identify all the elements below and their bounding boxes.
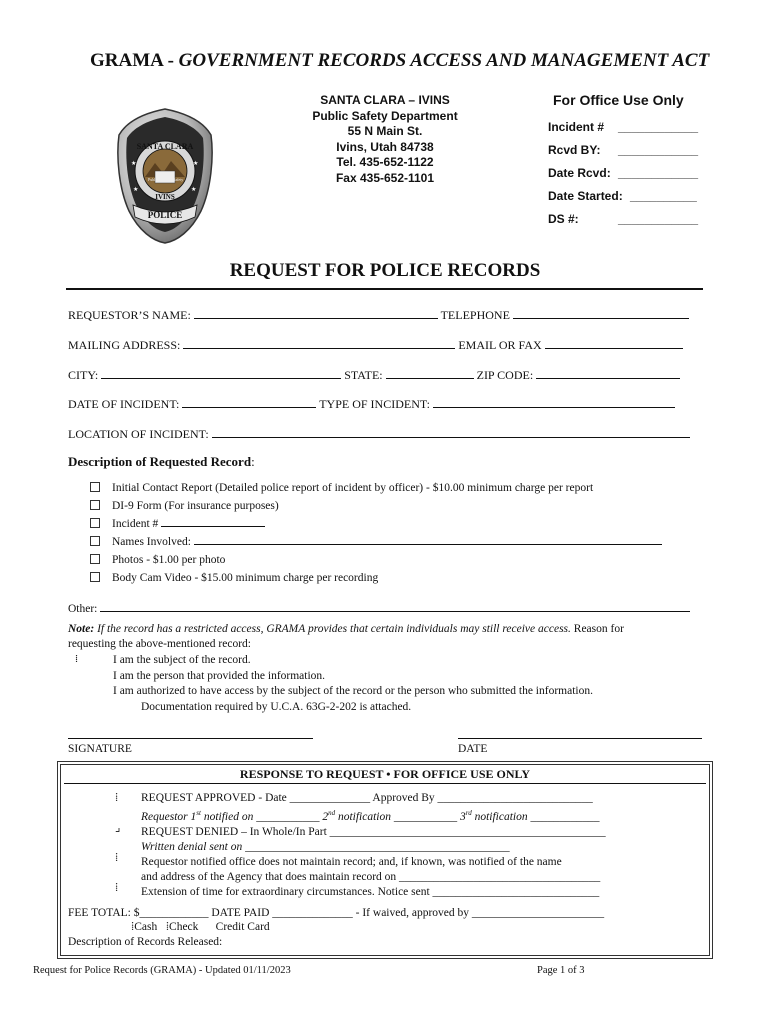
office-field-date-started[interactable]: Date Started: __________ bbox=[548, 189, 697, 203]
badge-icon bbox=[115, 107, 215, 245]
footer-left: Request for Police Records (GRAMA) - Updated 01/11/2023 bbox=[33, 965, 291, 976]
incident-number-field[interactable] bbox=[161, 516, 265, 527]
badge-bottom-text: IVINS bbox=[155, 193, 175, 201]
mailing-address-field[interactable] bbox=[183, 338, 455, 349]
office-use-title: For Office Use Only bbox=[553, 92, 684, 108]
agency-name: SANTA CLARA – IVINS bbox=[320, 93, 450, 107]
pay-check-option[interactable]: ⁞Check bbox=[165, 921, 199, 933]
no-record-row-1[interactable]: Requestor notified office does not maintain record; and, if known, was notified of the name bbox=[141, 855, 562, 868]
other-field[interactable] bbox=[100, 601, 690, 612]
signature-label: SIGNATURE bbox=[68, 743, 132, 755]
badge-top-text: SANTA CLARA bbox=[136, 142, 194, 151]
checkbox[interactable] bbox=[90, 500, 100, 510]
checkbox[interactable] bbox=[90, 536, 100, 546]
extension-row[interactable]: Extension of time for extraordinary circumstances. Notice sent _____________________________ bbox=[141, 885, 600, 898]
date-label: DATE bbox=[458, 743, 488, 755]
signature-line[interactable] bbox=[68, 738, 313, 739]
response-title-rule bbox=[64, 783, 706, 784]
note-line-2: requesting the above-mentioned record: bbox=[68, 638, 251, 650]
response-markers bbox=[115, 791, 120, 896]
names-involved-field[interactable] bbox=[194, 534, 662, 545]
agency-dept: Public Safety Department bbox=[312, 108, 458, 123]
checkbox[interactable] bbox=[90, 572, 100, 582]
note-line-1: Note: If the record has a restricted access, GRAMA provides that certain individuals may still receive access. Reason for bbox=[68, 623, 624, 635]
marker-extension-icon: ⁞ bbox=[115, 882, 119, 894]
star-icon: ★ bbox=[131, 161, 137, 167]
description-heading: Description of Requested Record: bbox=[68, 454, 255, 469]
agency-fax: Fax 435-652-1101 bbox=[335, 170, 435, 185]
pay-cash-option[interactable]: ⁞Cash bbox=[131, 921, 158, 933]
location-row: LOCATION OF INCIDENT: bbox=[68, 427, 690, 442]
reason-subject[interactable]: I am the subject of the record. bbox=[113, 654, 251, 666]
response-title: RESPONSE TO REQUEST • FOR OFFICE USE ONLY bbox=[239, 767, 531, 781]
option-di9[interactable]: DI-9 Form (For insurance purposes) bbox=[90, 497, 662, 515]
option-photos[interactable]: Photos - $1.00 per photo bbox=[90, 551, 662, 569]
denied-row[interactable]: REQUEST DENIED – In Whole/In Part ________________________________________________ bbox=[141, 825, 606, 838]
email-fax-field[interactable] bbox=[545, 338, 683, 349]
mailing-row: MAILING ADDRESS: EMAIL OR FAX bbox=[68, 338, 683, 353]
title-main: GOVERNMENT RECORDS ACCESS AND MANAGEMENT ACT bbox=[178, 50, 710, 71]
office-use-fields bbox=[548, 116, 698, 231]
badge-left-word: Public bbox=[148, 177, 159, 182]
reason-provider[interactable]: I am the person that provided the information. bbox=[113, 669, 326, 682]
agency-city: Ivins, Utah 84738 bbox=[336, 139, 434, 154]
location-field[interactable] bbox=[212, 427, 690, 438]
zip-field[interactable] bbox=[536, 368, 680, 379]
approved-row[interactable]: REQUEST APPROVED - Date ______________ Approved By ___________________________ bbox=[141, 792, 593, 804]
page-title bbox=[90, 50, 709, 72]
option-names-involved[interactable]: Names Involved: bbox=[90, 533, 662, 551]
office-field-date-rcvd[interactable]: Date Rcvd: ____________ bbox=[548, 166, 699, 180]
badge-right-word: Safety bbox=[173, 177, 184, 182]
option-incident-number[interactable]: Incident # bbox=[90, 515, 662, 533]
option-body-cam[interactable]: Body Cam Video - $15.00 minimum charge per recording bbox=[90, 569, 662, 587]
notified-row: Requestor 1st notified on ___________ 2nd notification ___________ 3rd notification ____________ bbox=[141, 809, 600, 823]
city-row: CITY: STATE: ZIP CODE: bbox=[68, 368, 680, 383]
reason-list bbox=[113, 653, 593, 715]
office-field-rcvd-by[interactable]: Rcvd BY: ____________ bbox=[548, 143, 699, 157]
requestor-row: REQUESTOR’S NAME: TELEPHONE bbox=[68, 308, 689, 323]
footer-page-number: Page 1 of 3 bbox=[537, 965, 585, 976]
response-items bbox=[141, 791, 606, 900]
marker-no-record-icon: ⁞ bbox=[115, 852, 119, 864]
city-field[interactable] bbox=[101, 368, 341, 379]
agency-address bbox=[290, 93, 480, 186]
fee-total-row[interactable]: FEE TOTAL: $____________ DATE PAID ______________ - If waived, approved by _______________________ bbox=[68, 907, 605, 919]
payment-method-row bbox=[131, 921, 270, 933]
state-field[interactable] bbox=[386, 368, 474, 379]
pay-credit-option[interactable]: Credit Card bbox=[215, 921, 270, 933]
marker-denied-icon: ⌟ bbox=[115, 822, 121, 834]
title-rule bbox=[66, 288, 703, 290]
star-icon: ★ bbox=[133, 187, 139, 193]
agency-tel: Tel. 435-652-1122 bbox=[336, 155, 434, 169]
date-line[interactable] bbox=[458, 738, 702, 739]
star-icon: ★ bbox=[191, 187, 197, 193]
requestor-name-field[interactable] bbox=[194, 308, 438, 319]
other-row: Other: bbox=[68, 601, 690, 615]
record-options bbox=[90, 479, 662, 587]
badge-ribbon-text: POLICE bbox=[147, 210, 183, 220]
reason-authorized[interactable]: I am authorized to have access by the subject of the record or the person who submitted the information. bbox=[113, 685, 593, 697]
form-title: REQUEST FOR POLICE RECORDS bbox=[229, 260, 541, 281]
telephone-field[interactable] bbox=[513, 308, 689, 319]
checkbox[interactable] bbox=[90, 554, 100, 564]
office-field-ds[interactable]: DS #: ____________ bbox=[548, 212, 699, 226]
date-of-incident-field[interactable] bbox=[182, 397, 316, 408]
incident-row: DATE OF INCIDENT: TYPE OF INCIDENT: bbox=[68, 397, 675, 412]
no-record-row-2: and address of the Agency that does maintain record on ___________________________________ bbox=[141, 870, 601, 883]
written-denial-row: Written denial sent on ______________________________________________ bbox=[141, 840, 510, 853]
title-prefix: GRAMA - bbox=[90, 50, 179, 71]
checkbox[interactable] bbox=[90, 518, 100, 528]
agency-street: 55 N Main St. bbox=[347, 124, 423, 138]
marker-approved-icon: ⁞ bbox=[115, 792, 119, 804]
records-released-row[interactable]: Description of Records Released: bbox=[68, 936, 223, 948]
checkbox[interactable] bbox=[90, 482, 100, 492]
type-of-incident-field[interactable] bbox=[433, 397, 675, 408]
police-badge-logo bbox=[115, 107, 215, 245]
reason-marker-icon: ⁞ bbox=[75, 653, 79, 665]
office-field-incident[interactable]: Incident # ____________ bbox=[548, 120, 699, 134]
documentation-note: Documentation required by U.C.A. 63G-2-202 is attached. bbox=[141, 700, 412, 713]
option-initial-contact[interactable]: Initial Contact Report (Detailed police report of incident by officer) - $10.00 minimum charge per report bbox=[90, 479, 662, 497]
star-icon: ★ bbox=[193, 161, 199, 167]
